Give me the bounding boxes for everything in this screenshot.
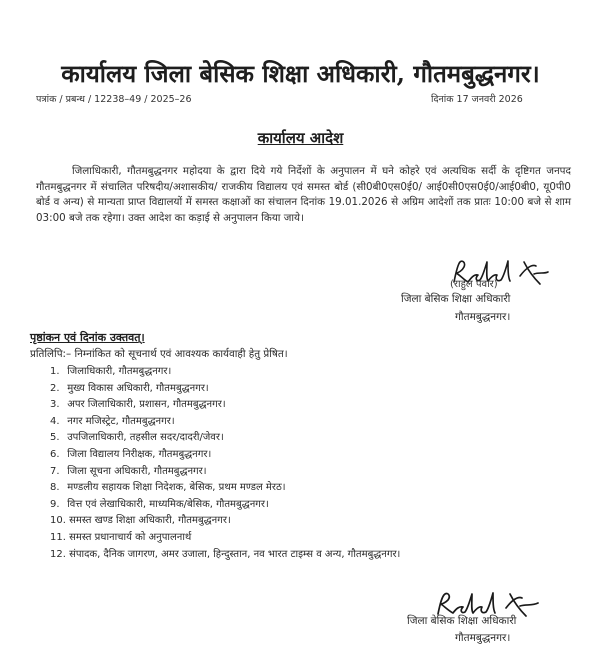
order-body-text: जिलाधिकारी, गौतमबुद्धनगर महोदया के द्वारा दिये गये निर्देशों के अनुपालन में घने कोहरे एवं अत्यधिक सर्दी के दृष्टिगत जनपद गौतमबुद्धनगर में संचालित परिषदीय/अशासकीय/ राजकीय विद्यालय एवं समस्त बोर्ड (सी0बी0एस0ई0/ आई0सी0एस0ई0/आई0बी0, यू0पी0 बोर्ड व अन्य) से मान्यता प्राप्त विद्यालयों में समस्त कक्षाओं का संचालन दिनांक 19.01.2026 से अग्रिम आदेशों तक प्रातः 10:00 बजे से शाम 03:00 बजे तक रहेगा। उक्त आदेश का कड़ाई से अनुपालन किया जाये।	[36, 165, 571, 224]
list-item: 8. मण्डलीय सहायक शिक्षा निदेशक, बेसिक, प्रथम मण्डल मेरठ।	[50, 482, 286, 494]
endorsement-heading: पृष्ठांकन एवं दिनांक उक्तवत्।	[30, 331, 145, 344]
signatory-designation: जिला बेसिक शिक्षा अधिकारी	[401, 293, 511, 305]
copy-to-line: प्रतिलिपि:– निम्नांकित को सूचनार्थ एवं आवश्यक कार्यवाही हेतु प्रेषित।	[30, 348, 288, 360]
closing-designation: जिला बेसिक शिक्षा अधिकारी	[407, 615, 517, 627]
letter-date: दिनांक 17 जनवरी 2026	[431, 94, 523, 105]
signatory-location: गौतमबुद्धनगर।	[455, 311, 511, 323]
closing-location: गौतमबुद्धनगर।	[455, 632, 511, 644]
list-item: 10. समस्त खण्ड शिक्षा अधिकारी, गौतमबुद्धनगर।	[50, 515, 231, 527]
list-item: 5. उपजिलाधिकारी, तहसील सदर/दादरी/जेवर।	[50, 432, 224, 444]
list-item: 6. जिला विद्यालय निरीक्षक, गौतमबुद्धनगर।	[50, 448, 212, 460]
list-item: 3. अपर जिलाधिकारी, प्रशासन, गौतमबुद्धनगर।	[50, 399, 226, 411]
list-item: 12. संपादक, दैनिक जागरण, अमर उजाला, हिन्दुस्तान, नव भारत टाइम्स व अन्य, गौतमबुद्धनगर।	[50, 548, 401, 560]
list-item: 4. नगर मजिस्ट्रेट, गौतमबुद्धनगर।	[50, 415, 175, 427]
distribution-list	[50, 364, 400, 563]
office-title: कार्यालय जिला बेसिक शिक्षा अधिकारी, गौतमबुद्धनगर।	[61, 59, 540, 88]
list-item: 7. जिला सूचना अधिकारी, गौतमबुद्धनगर।	[50, 465, 207, 477]
order-title: कार्यालय आदेश	[257, 129, 344, 147]
list-item: 2. मुख्य विकास अधिकारी, गौतमबुद्धनगर।	[50, 382, 209, 394]
list-item: 11. समस्त प्रधानाचार्य को अनुपालनार्थ	[50, 531, 192, 543]
order-body	[36, 164, 571, 226]
list-item: 9. वित्त एवं लेखाधिकारी, माध्यमिक/बेसिक, गौतमबुद्धनगर।	[50, 498, 269, 510]
list-item: 1. जिलाधिकारी, गौतमबुद्धनगर।	[50, 366, 172, 377]
letter-number: पत्रांक / प्रबन्ध / 12238–49 / 2025–26	[36, 94, 192, 105]
signatory-name: (राहुल पंवार)	[450, 279, 498, 290]
